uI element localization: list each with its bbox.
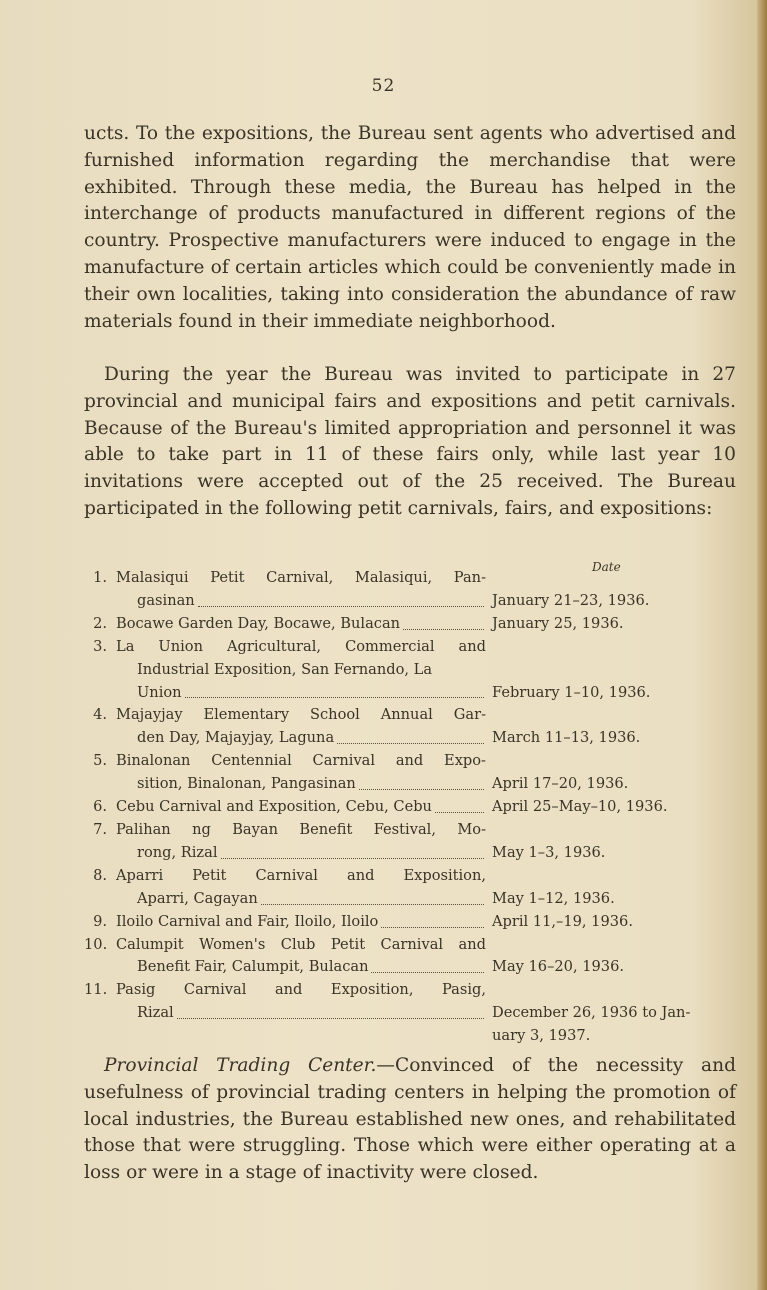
dot-leader (435, 796, 484, 813)
event-date (492, 1002, 690, 1048)
event-item (84, 979, 734, 1045)
event-name-line: Binalonan Centennial Carnival and Expo- (116, 752, 486, 770)
event-name-line: Aparri Petit Carnival and Exposition, (116, 866, 486, 884)
event-name-line: rong, Rizal (137, 843, 218, 861)
event-date-line: May 1–12, 1936. (492, 889, 615, 907)
event-date-line: May 1–3, 1936. (492, 843, 606, 861)
event-name-line: den Day, Majayjay, Laguna (137, 729, 335, 747)
event-items (84, 567, 734, 1045)
page-edge (757, 0, 767, 1290)
event-date (492, 911, 633, 934)
event-item (84, 750, 734, 796)
event-name (116, 979, 486, 1025)
event-number: 8. (93, 866, 107, 884)
dot-leader (261, 888, 484, 905)
event-date (492, 842, 605, 865)
event-date (492, 956, 624, 979)
page-number: 52 (371, 76, 396, 96)
event-date-line: March 11–13, 1936. (492, 729, 641, 747)
event-date-line: uary 3, 1937. (492, 1027, 591, 1045)
event-date-line: February 1–10, 1936. (492, 683, 651, 701)
event-item (84, 819, 734, 865)
event-item (84, 704, 734, 750)
event-date (492, 773, 628, 796)
event-item (84, 613, 734, 636)
event-date-line: April 17–20, 1936. (492, 775, 629, 793)
event-date-line: April 25–May–10, 1936. (492, 798, 668, 816)
event-name-line: Malasiqui Petit Carnival, Malasiqui, Pan- (116, 569, 486, 586)
event-name-line: gasinan (137, 591, 195, 609)
event-name (116, 796, 486, 819)
event-name-line: Pasig Carnival and Exposition, Pasig, (116, 981, 486, 999)
event-name-line: Aparri, Cagayan (137, 889, 258, 907)
dot-leader (403, 613, 484, 630)
section-heading: Provincial Trading Center. (104, 1055, 377, 1076)
event-date (492, 590, 649, 613)
event-name-line: Industrial Exposition, San Fernando, La (137, 660, 433, 678)
paragraph-3 (84, 1053, 736, 1187)
date-column-header: Date (592, 560, 621, 574)
event-name-line: Union (137, 683, 182, 701)
event-name-line: Iloilo Carnival and Fair, Iloilo, Iloilo (116, 912, 379, 930)
paragraph-1: ucts. To the expositions, the Bureau sent agents who advertised and furnished information regarding the merchandise that were exhibited. Through these media, the Bureau has helped in the interchange of products manufactured in different regions of the country. Prospective manufacturers were induced to engage in the manufacture of certain articles which could be conveniently made in their own localities, taking into consideration the abundance of raw materials found in their immediate neighborhood. (84, 123, 736, 332)
event-name (116, 704, 486, 750)
dot-leader (198, 590, 484, 607)
event-name-line: Cebu Carnival and Exposition, Cebu, Cebu (116, 798, 432, 816)
event-name (116, 865, 486, 911)
event-name-line: Calumpit Women's Club Petit Carnival and (116, 935, 486, 953)
event-date-line: January 25, 1936. (492, 614, 624, 632)
dot-leader (381, 911, 484, 928)
event-number: 10. (84, 935, 108, 953)
dot-leader (177, 1002, 484, 1019)
event-name (116, 911, 486, 934)
event-number: 6. (93, 798, 107, 816)
event-item (84, 636, 734, 705)
event-date (492, 682, 650, 705)
event-item (84, 865, 734, 911)
dot-leader (185, 682, 484, 699)
event-number: 3. (93, 637, 107, 655)
event-date-line: December 26, 1936 to Jan- (492, 1004, 691, 1022)
event-number: 5. (93, 752, 107, 770)
event-date (492, 888, 615, 911)
event-number: 1. (93, 569, 107, 586)
event-number: 11. (84, 981, 108, 999)
event-number: 2. (93, 614, 107, 632)
event-number: 7. (93, 820, 107, 838)
event-name-line: Bocawe Garden Day, Bocawe, Bulacan (116, 614, 401, 632)
event-date-line: January 21–23, 1936. (492, 591, 650, 609)
event-name (116, 934, 486, 980)
dot-leader (221, 842, 485, 859)
event-date-line: May 16–20, 1936. (492, 958, 625, 976)
event-date-line: April 11,–19, 1936. (492, 912, 633, 930)
event-name-line: La Union Agricultural, Commercial and (116, 637, 486, 655)
event-name (116, 819, 486, 865)
event-item (84, 911, 734, 934)
event-name (116, 613, 486, 636)
event-item (84, 567, 734, 613)
event-name-line: sition, Binalonan, Pangasinan (137, 775, 356, 793)
event-name-line: Majayjay Elementary School Annual Gar- (116, 706, 486, 724)
dot-leader (371, 956, 484, 973)
event-item (84, 934, 734, 980)
dot-leader (359, 773, 484, 790)
event-name-line: Palihan ng Bayan Benefit Festival, Mo- (116, 820, 486, 838)
event-name (116, 567, 486, 613)
event-item (84, 796, 734, 819)
dot-leader (337, 727, 484, 744)
event-date (492, 727, 640, 750)
event-name (116, 636, 486, 705)
event-date (492, 796, 668, 819)
event-date (492, 613, 624, 636)
event-number: 4. (93, 706, 107, 724)
paragraph-3-body: —Convinced of the necessity and usefulness of provincial trading centers in helping the promotion of local industries, the Bureau established new ones, and rehabilitated those that were struggling. Those which were either operating at a loss or were in a stage of inactivity were closed. (84, 1055, 736, 1184)
event-name-line: Rizal (137, 1004, 174, 1022)
event-name-line: Benefit Fair, Calumpit, Bulacan (137, 958, 369, 976)
paragraph-2: During the year the Bureau was invited to participate in 27 provincial and municipal fairs and expositions and petit carnivals. Because of the Bureau's limited appropriation and personnel it was able to take part in 11 of these fairs only, while last year 10 invitations were accepted out of the 25 received. The Bureau participated in the following petit carnivals, fairs, and expositions: (84, 364, 736, 519)
event-name (116, 750, 486, 796)
event-number: 9. (93, 912, 107, 930)
